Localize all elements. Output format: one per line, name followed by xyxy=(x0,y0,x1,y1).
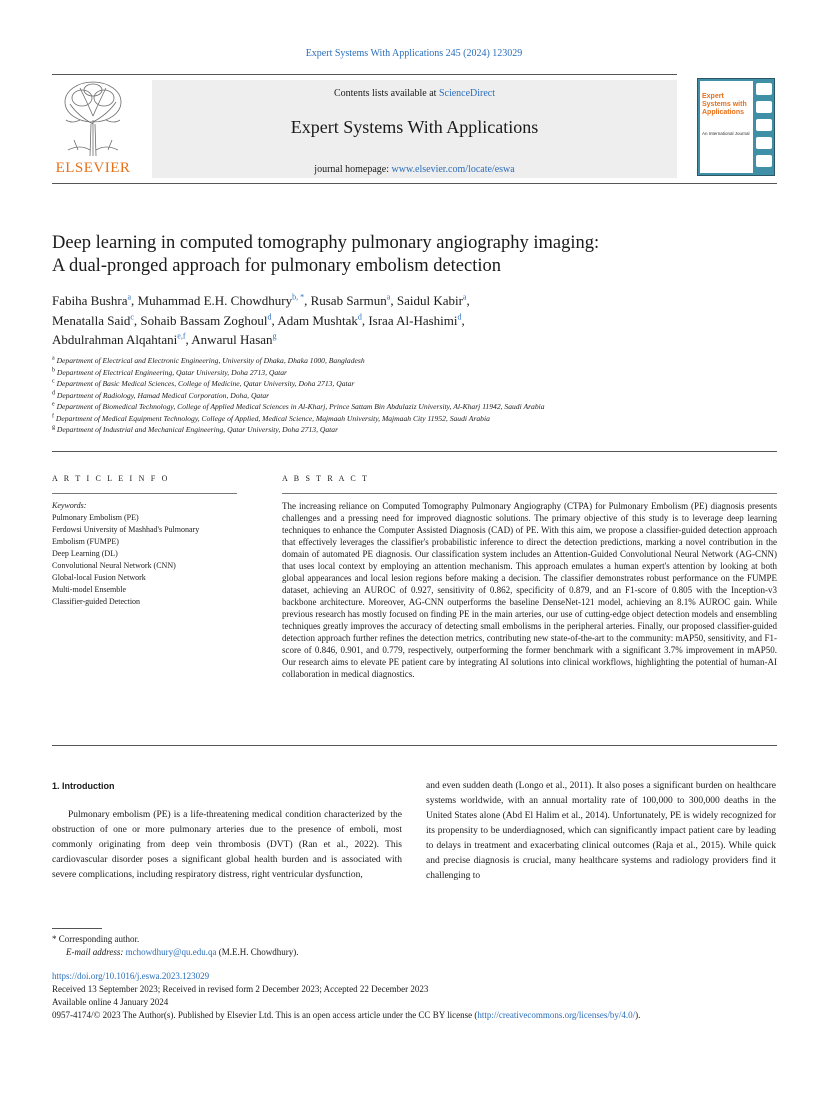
author-separator: , xyxy=(390,293,397,308)
affiliation-key: b xyxy=(52,366,55,373)
affiliation-item xyxy=(52,390,782,402)
affiliation-item xyxy=(52,413,782,425)
affiliation-text: Department of Medical Equipment Technology, College of Applied, Medical Science, Majmaah University, Majmaah City 11952, Saudi Arabia xyxy=(54,413,490,423)
contents-prefix: Contents lists available at xyxy=(333,88,439,99)
title-line-2: A dual-pronged approach for pulmonary embolism detection xyxy=(52,256,502,276)
affiliation-text: Department of Radiology, Hamad Medical Corporation, Doha, Qatar xyxy=(55,390,270,400)
license-link[interactable]: http://creativecommons.org/licenses/by/4.0/ xyxy=(477,1010,636,1020)
abstract-heading: A B S T R A C T xyxy=(282,474,370,483)
abstract-rule xyxy=(282,493,777,494)
abstract-text: The increasing reliance on Computed Tomography Pulmonary Angiography (CTPA) for Pulmonary Embolism (PE) diagnosis presents challenges and a pressing need for improved diagnostic solutions. The primary objective of this study is to leverage deep learning techniques to enhance the Computer Assisted Diagnosis (CAD) of PE. With this aim, we propose a classifier-guided detection approach that effectively leverages the classifier's probabilistic inference to direct the detection predictions, marking a novel contribution in the domain of automated PE diagnosis. Our classification system includes an Attention-Guided Convolutional Neural Network (AG-CNN) that uses local context by employing an attention mechanism. This approach emulates a human expert's attention by looking at both global appearances and local lesion regions before making a decision. The classifier demonstrates robust performance on the FUMPE dataset, achieving an AUROC of 0.927, sensitivity of 0.862, specificity of 0.879, and an F1-score of 0.805 with the Inception-v3 backbone architecture. Moreover, AG-CNN outperforms the baseline DenseNet-121 model, achieving an 8.1% AUROC gain. While previous research has mostly focused on finding PE in the main arteries, our use of cutting-edge object detection models and ensembling techniques greatly improves the accuracy of detecting small embolisms in the peripheral arteries. Finally, our proposed classifier-guided detection approach further refines the detection metrics, contributing new state-of-the-art to the community: mAP50, sensitivity, and F1-score of 0.846, 0.901, and 0.779, respectively, outperforming the former benchmark with a significant 3.7% improvement in mAP50. Our research aims to elevate PE patient care by integrating AI solutions into clinical workflows, highlighting the potential of human-AI collaboration in medical diagnostics. xyxy=(282,501,777,679)
section-rule xyxy=(52,745,777,746)
keyword-item: Pulmonary Embolism (PE) xyxy=(52,513,139,522)
homepage-prefix: journal homepage: xyxy=(314,164,392,175)
affiliation-text: Department of Industrial and Mechanical Engineering, Qatar University, Doha 2713, Qatar xyxy=(55,425,339,434)
article-info-rule xyxy=(52,493,237,494)
author-affiliation-marker[interactable]: a xyxy=(127,292,132,302)
section-rule xyxy=(52,451,777,452)
cover-figure-icon xyxy=(756,119,772,131)
email-label: E-mail address: xyxy=(66,947,126,957)
keyword-item: Convolutional Neural Network (CNN) xyxy=(52,561,176,570)
cover-gear-icon xyxy=(756,83,772,95)
header-rule xyxy=(52,74,677,75)
copyright-suffix: ). xyxy=(635,1010,641,1020)
author-name[interactable]: Anwarul Hasan xyxy=(191,332,273,347)
author-separator: , xyxy=(466,293,470,308)
author-name[interactable]: Menatalla Said xyxy=(52,312,131,328)
affiliation-text: Department of Electrical and Electronic Engineering, University of Dhaka, Dhaka 1000, Bangladesh xyxy=(54,356,365,365)
footnotes xyxy=(52,933,552,959)
copyright-prefix: 0957-4174/© 2023 The Author(s). Published by Elsevier Ltd. This is an open access article under the CC BY license ( xyxy=(52,1010,478,1020)
homepage-link[interactable]: www.elsevier.com/locate/eswa xyxy=(391,164,515,175)
paper-title xyxy=(52,232,772,278)
keywords-label: Keywords: xyxy=(52,501,87,510)
affiliation-item xyxy=(52,355,782,367)
author-affiliation-marker[interactable]: e,f xyxy=(177,331,186,341)
journal-cover-thumbnail[interactable] xyxy=(697,78,775,176)
author-name[interactable]: Rusab Sarmun xyxy=(310,293,387,308)
cover-panel xyxy=(700,81,753,173)
cover-title: Expert Systems with Applications xyxy=(702,93,747,116)
author-affiliation-marker[interactable]: d xyxy=(457,312,462,322)
author-list xyxy=(52,291,782,350)
email-suffix: (M.E.H. Chowdhury). xyxy=(216,947,299,957)
author-name[interactable]: Fabiha Bushra xyxy=(52,293,128,308)
author-affiliation-marker[interactable]: a xyxy=(462,292,467,302)
journal-name: Expert Systems With Applications xyxy=(290,117,539,137)
affiliation-text: Department of Basic Medical Sciences, College of Medicine, Qatar University, Doha 2713, Qatar xyxy=(54,379,355,388)
elsevier-wordmark: ELSEVIER xyxy=(55,160,131,176)
author-name[interactable]: Adam Mushtak xyxy=(277,312,358,328)
keyword-item: Embolism (FUMPE) xyxy=(52,537,119,546)
author-separator: , xyxy=(131,293,138,308)
affiliation-key: f xyxy=(52,412,54,419)
intro-left-column: Pulmonary embolism (PE) is a life-threatening medical condition characterized by the obstruction of one or more pulmonary arteries due to the presence of emboli, most commonly originating from deep vein thrombosis (DVT) (Ran et al., 2022). This cardiovascular disorder poses a significant global health burden and is associated with severe complications, including respiratory distress, right ventricular dysfunction, xyxy=(52,810,402,880)
article-info-heading: A R T I C L E I N F O xyxy=(52,474,170,483)
author-separator: , xyxy=(304,293,311,308)
received-dates: Received 13 September 2023; Received in revised form 2 December 2023; Accepted 22 December 2023 xyxy=(52,984,429,994)
keyword-item: Global-local Fusion Network xyxy=(52,573,146,582)
affiliation-item xyxy=(52,424,782,436)
affiliation-key: d xyxy=(52,389,55,396)
email-link[interactable]: mchowdhury@qu.edu.qa xyxy=(125,947,217,957)
author-name[interactable]: Abdulrahman Alqahtani xyxy=(52,332,178,347)
publication-info xyxy=(52,970,782,1022)
keywords-list xyxy=(52,512,242,608)
affiliation-text: Department of Electrical Engineering, Qatar University, Doha 2713, Qatar xyxy=(55,367,288,377)
title-line-1: Deep learning in computed tomography pulmonary angiography imaging: xyxy=(52,233,600,253)
cover-chart-icon xyxy=(756,101,772,113)
affiliation-item xyxy=(52,401,782,413)
intro-right-column: and even sudden death (Longo et al., 2011). It also poses a significant burden on healthcare systems worldwide, with an annual mortality rate of 100,000 to 300,000 deaths in the United States alone (Abd El Halim et al., 2014). Unfortunately, PE is widely recognized for its propensity to be underdiagnosed, which can significantly impact patient care by leading to delays in treatment and exacerbating clinical outcomes (Raja et al., 2015). While quick and precise diagnosis is crucial, many healthcare systems and radiology providers find it challenging to xyxy=(426,781,776,881)
author-affiliation-marker[interactable]: a xyxy=(386,292,391,302)
journal-banner xyxy=(152,80,677,178)
doi-link[interactable]: https://doi.org/10.1016/j.eswa.2023.123029 xyxy=(52,971,210,981)
author-separator: , xyxy=(361,312,369,328)
affiliation-item xyxy=(52,367,782,379)
affiliation-key: g xyxy=(52,424,55,431)
header-rule xyxy=(52,183,777,184)
affiliation-text: Department of Biomedical Technology, College of Applied Medical Sciences in Al-Kharj, Prince Sattam Bin Abdulaziz University, Al-Kharj 11942, Saudi Arabia xyxy=(54,402,545,411)
journal-reference[interactable]: Expert Systems With Applications 245 (2024) 123029 xyxy=(305,48,523,59)
author-separator: , xyxy=(271,312,278,328)
affiliation-key: c xyxy=(52,378,55,385)
author-affiliation-marker[interactable]: c xyxy=(130,312,134,322)
keyword-item: Multi-model Ensemble xyxy=(52,585,126,594)
author-affiliation-marker[interactable]: d xyxy=(267,312,272,322)
cover-monitor-icon xyxy=(756,137,772,149)
footnote-rule xyxy=(52,928,102,929)
keyword-item: Deep Learning (DL) xyxy=(52,549,118,558)
affiliation-key: a xyxy=(52,355,55,362)
intro-heading: 1. Introduction xyxy=(52,781,115,791)
copyright-line xyxy=(52,1009,782,1022)
contents-line xyxy=(152,88,677,99)
affiliations xyxy=(52,355,782,436)
homepage-line xyxy=(152,164,677,175)
author-separator: , xyxy=(185,332,192,347)
sciencedirect-link[interactable]: ScienceDirect xyxy=(438,88,496,99)
elsevier-tree-icon xyxy=(60,80,126,158)
author-affiliation-marker[interactable]: d xyxy=(357,312,362,322)
affiliation-key: e xyxy=(52,401,55,408)
author-separator: , xyxy=(133,312,141,328)
author-name[interactable]: Israa Al-Hashimi xyxy=(368,312,458,328)
available-online: Available online 4 January 2024 xyxy=(52,997,169,1007)
keyword-item: Classifier-guided Detection xyxy=(52,597,141,606)
cover-subtitle: An International Journal xyxy=(702,131,750,136)
corresponding-author-note: * Corresponding author. xyxy=(52,934,140,944)
author-separator: , xyxy=(461,312,465,328)
email-note xyxy=(52,946,552,959)
keywords-block xyxy=(52,500,242,608)
affiliation-item xyxy=(52,378,782,390)
author-affiliation-marker[interactable]: g xyxy=(272,331,277,341)
author-name[interactable]: Saidul Kabir xyxy=(396,293,463,308)
cover-globe-icon xyxy=(756,155,772,167)
elsevier-logo[interactable] xyxy=(52,80,134,178)
author-name[interactable]: Sohaib Bassam Zoghoul xyxy=(140,312,268,328)
author-name[interactable]: Muhammad E.H. Chowdhury xyxy=(137,293,293,308)
keyword-item: Ferdowsi University of Mashhad's Pulmonary xyxy=(52,525,200,534)
author-affiliation-marker[interactable]: b, * xyxy=(292,292,305,302)
